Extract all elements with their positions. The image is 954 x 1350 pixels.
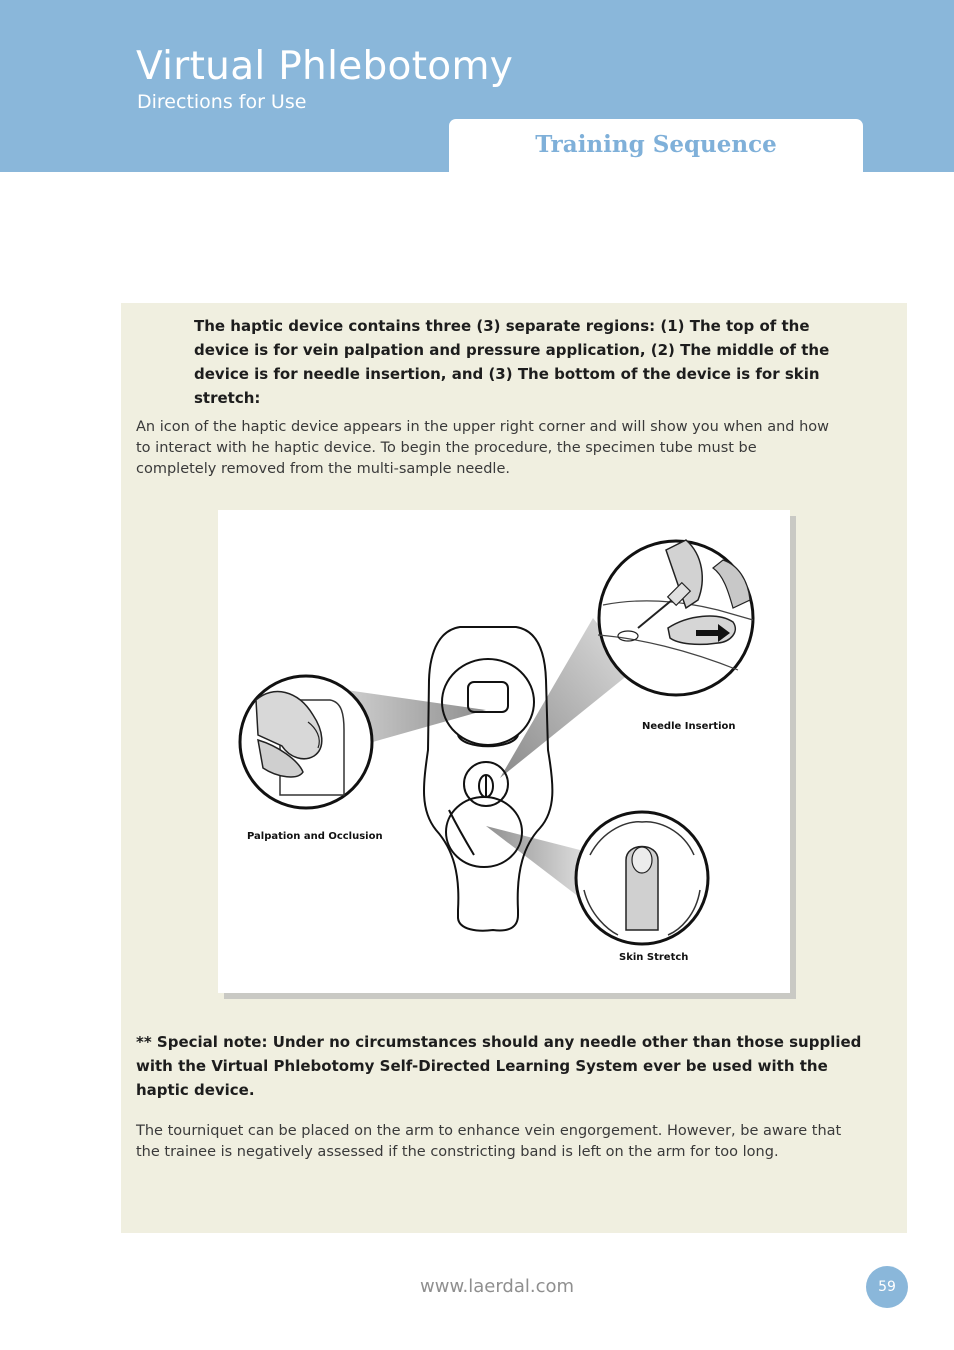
body-paragraph-1: An icon of the haptic device appears in the upper right corner and will show you when and how to interact with he haptic device. To begin the procedure, the specimen tube must be completely removed from the multi-sample needle. [136,419,830,477]
document-subtitle: Directions for Use [137,91,307,113]
footer-url[interactable]: www.laerdal.com [420,1276,575,1297]
label-palpation: Palpation and Occlusion [247,831,383,842]
body-paragraph-2: The tourniquet can be placed on the arm to enhance vein engorgement. However, be aware that the trainee is negatively assessed if the constricting band is left on the arm for too long. [136,1123,842,1160]
haptic-device-illustration [218,510,790,993]
lead-paragraph: The haptic device contains three (3) separate regions: (1) The top of the device is for vein palpation and pressure application, (2) The middle of the device is for needle insertion, and (3) The bottom of the device is for skin stretch: [194,317,830,407]
special-note: ** Special note: Under no circumstances should any needle other than those supplied with the Virtual Phlebotomy Self-Directed Learning System ever be used with the haptic device. [136,1033,862,1099]
haptic-device-figure [218,510,790,993]
section-tab [449,119,863,172]
page-number-badge: 59 [866,1266,908,1308]
skin-stretch-detail-circle [576,812,708,944]
content-panel [121,303,907,1233]
document-title: Virtual Phlebotomy [136,44,514,89]
haptic-device-body [424,627,552,931]
needle-detail-circle [598,540,753,695]
label-skin-stretch: Skin Stretch [619,952,689,963]
section-tab-label: Training Sequence [535,131,777,158]
label-needle-insertion: Needle Insertion [642,721,736,732]
palpation-detail-circle [240,676,372,808]
